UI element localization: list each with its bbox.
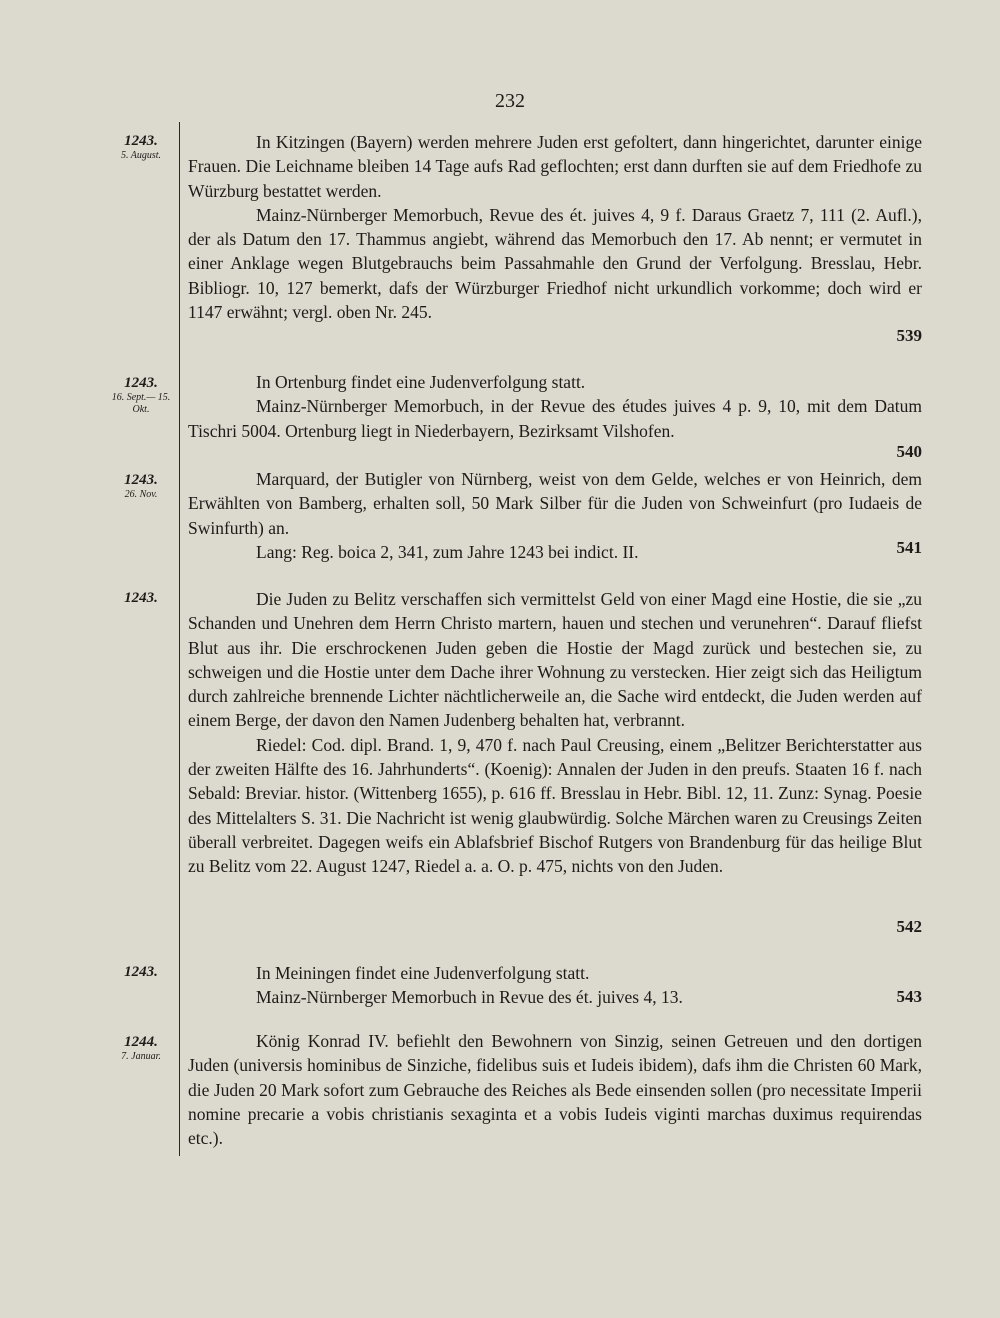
entry-source: Mainz-Nürnberger Memorbuch, Revue des ét. juives 4, 9 f. Daraus Graetz 7, 111 (2. Aufl.), der als Datum den 17. Thammus angiebt, während das Memorbuch den 17. Ab nennt; er vermutet in einer Anklage wegen Blutgebrauchs beim Passahmahle den Grund der Verfolgung. Bresslau, Hebr. Bibliogr. 10, 127 bemerkt, dafs der Würzburger Friedhof nicht urkundlich vorkomme; doch wird er 1147 erwähnt; vergl. oben Nr. 245. (188, 204, 922, 323)
entry-year: 1243. (124, 133, 158, 149)
entry-date (104, 132, 178, 162)
entry-lead: König Konrad IV. befiehlt den Bewohnern von Sinzig, seinen Getreuen und den dortigen Juden (universis hominibus de Sinziche, fidelibus suis et Iudeis ibidem), dafs ihm die Christen 60 Mark, die Juden 20 Mark sofort zum Gebrauche des Reiches als Bede einsenden sollen (pro necessitate Imperii nomine precarie a vobis christianis sexaginta et a vobis Iudeis viginti marchas duximus requirendas etc.). (188, 1031, 922, 1149)
entry-lead: In Ortenburg findet eine Judenverfolgung statt. (256, 372, 586, 392)
entry-text (188, 370, 922, 443)
entry-text (188, 587, 922, 879)
entry-date (104, 471, 178, 501)
entry-text (188, 961, 922, 1010)
entry-source: Riedel: Cod. dipl. Brand. 1, 9, 470 f. nach Paul Creusing, einem „Belitzer Berichterstatter aus der zweiten Hälfte des 16. Jahrhunderts“. (Koenig): Annalen der Juden in den preufs. Staaten 16 f. nach Sebald: Breviar. histor. (Wittenberg 1655), p. 616 ff. Bresslau in Hebr. Bibl. 12, 11. Zunz: Synag. Poesie des Mittelalters S. 31. Die Nachricht ist wenig glaubwürdig. Solche Märchen waren zu Creusings Zeiten überall verbreitet. Dagegen weifs ein Ablafsbrief Bischof Rutgers von Brandenburg für das heilige Blut zu Belitz vom 22. August 1247, Riedel a. a. O. p. 475, nichts von den Juden. (188, 734, 922, 877)
entry-day: 26. Nov. (124, 489, 158, 500)
entry-day: 7. Januar. (121, 1051, 161, 1062)
entry-date (104, 374, 178, 416)
entry-year: 1243. (124, 472, 158, 488)
entry-date (104, 1033, 178, 1063)
entry-source: Mainz-Nürnberger Memorbuch, in der Revue des études juives 4 p. 9, 10, mit dem Datum Tischri 5004. Ortenburg liegt in Niederbayern, Bezirksamt Vilshofen. (188, 396, 922, 441)
entry-year: 1243. (124, 964, 158, 980)
entry-lead: Die Juden zu Belitz verschaffen sich vermittelst Geld von einer Magd eine Hostie, die sie „zu Schanden und Unehren dem Herrn Christo martern, hauen und stechen und verunehren“. Darauf fliefst Blut aus ihr. Die erschrockenen Juden geben die Hostie der Magd zurück und bestechen sie, zu schweigen und die Hostie unter dem Dache ihrer Wohnung zu verstecken. Hier zeigt sich das Heiligtum durch zahlreiche brennende Lichter nächtlicherweile an, die Sache wird entdeckt, die Juden werden auf einem Berge, der davon den Namen Judenberg behalten hat, verbrannt. (188, 589, 922, 731)
margin-rule (179, 122, 180, 1156)
entry-year: 1243. (124, 375, 158, 391)
entry-number: 542 (896, 917, 922, 936)
entry-date (104, 963, 178, 981)
entry-day: 16. Sept.— 15. Okt. (111, 392, 171, 415)
entry-text (188, 130, 922, 324)
page-number: 232 (495, 90, 525, 112)
entry-day: 5. August. (120, 150, 162, 161)
entry-year: 1243. (124, 590, 158, 606)
entry-source: Lang: Reg. boica 2, 341, zum Jahre 1243 bei indict. II. (256, 541, 639, 562)
entry-date (104, 589, 178, 607)
entry-source: Mainz-Nürnberger Memorbuch in Revue des ét. juives 4, 13. (256, 987, 683, 1008)
entry-year: 1244. (124, 1034, 158, 1050)
entry-lead: Marquard, der Butigler von Nürnberg, weist von dem Gelde, welches er von Heinrich, dem Erwählten von Bamberg, erhalten soll, 50 Mark Silber für die Juden von Schweinfurt (pro Iudaeis de Swinfurth) an. (188, 469, 922, 538)
entry-number: 543 (896, 987, 922, 1006)
entry-number: 540 (896, 442, 922, 461)
entry-number: 539 (896, 326, 922, 345)
entry-text (188, 1029, 922, 1150)
entry-lead: In Meiningen findet eine Judenverfolgung statt. (256, 963, 590, 983)
entry-number: 541 (896, 538, 922, 557)
entry-lead: In Kitzingen (Bayern) werden mehrere Juden erst gefoltert, dann hingerichtet, darunter einige Frauen. Die Leichname bleiben 14 Tage aufs Rad geflochten; erst dann durften sie auf dem Friedhofe zu Würzburg bestattet werden. (188, 132, 922, 201)
